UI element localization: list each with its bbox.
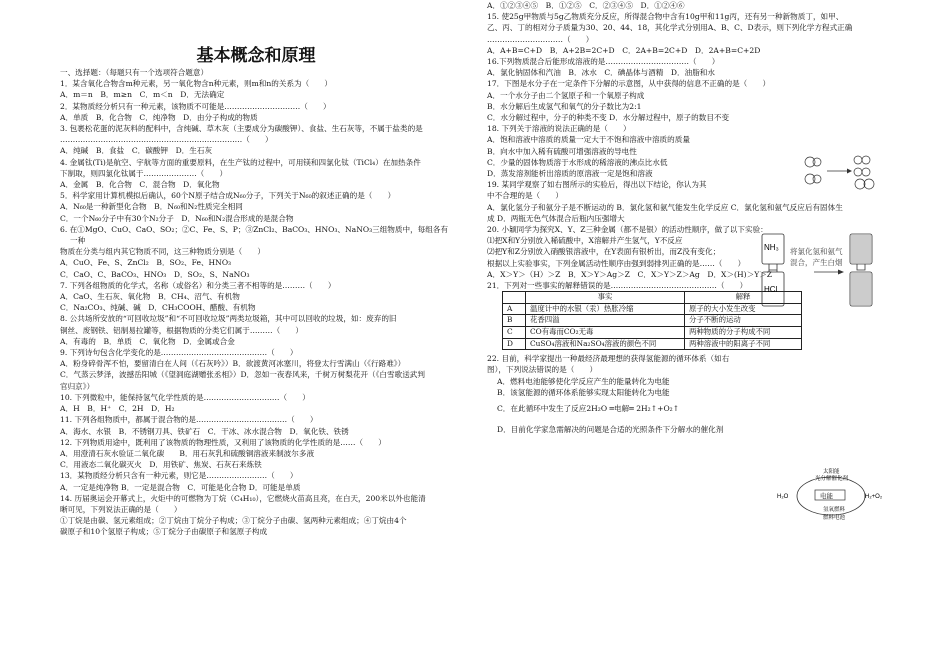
text-line: C．少量的固体物质溶于水形成的稀溶液的沸点比水低 xyxy=(487,157,668,167)
text-line: 14. 历届奥运会开幕式上，火炬中的可燃物为丁烷（C₄H₁₀），它燃烧火苗高且亮，在白天，200米以外也能清 xyxy=(60,493,426,503)
page-title: 基本概念和原理 xyxy=(196,46,316,66)
text-line: A．X＞Y＞（H）＞Z B．X＞Y＞Ag＞Z C．X＞Y＞Z＞Ag D．X＞(H)＞Y＞Z xyxy=(487,269,773,279)
table-cell: 分子不断的运动 xyxy=(685,315,802,327)
text-line: C．水分解过程中，分子的种类不变 D．水分解过程中，原子的数目不变 xyxy=(487,113,730,123)
text-line: 19. 某同学观察了如右图所示的实验后，得出以下结论，你认为其 xyxy=(487,180,707,190)
text-line: 18. 下列关于溶液的说法正确的是（ ） xyxy=(487,124,631,134)
text-line: A．一个水分子由二个氢原子和一个氧原子构成 xyxy=(487,90,645,100)
text-line: 20. 小颖同学为探究X、Y、Z三种金属（都不是银）的活动性顺序，做了以下实验： xyxy=(487,225,768,235)
text-line: 12. 下列物质用途中，既利用了该物质的物理性质，又利用了该物质的化学性质的是……（ ） xyxy=(60,437,386,447)
table-cell: 原子的大小发生改变 xyxy=(685,303,802,315)
h2-o2-label: H₂+O₂ xyxy=(865,494,883,500)
table-cell: 温度计中的水银（汞）热胀冷缩 xyxy=(526,303,685,315)
table-cell: D xyxy=(503,338,526,350)
text-line: A．氯化钠固体和汽油 B．冰水 C．碘晶体与酒精 D．油脂和水 xyxy=(487,68,715,78)
right-column xyxy=(487,0,892,435)
text-line: 铜丝、废钢铁、铝制易拉罐等，根据物质的分类它们属于………（ ） xyxy=(60,325,303,335)
table-cell: B xyxy=(503,315,526,327)
text-line: A．粉身碎骨浑不怕，要留清白在人间（《石灰吟》）B．欲渡黄河冰塞川，将登太行雪满山（《行路难》） xyxy=(60,359,406,369)
water-decomposition-figure xyxy=(800,152,882,192)
text-line: ………………………………………………………………（ ） xyxy=(60,135,273,145)
text-line: 6. 在①MgO、CuO、CaO、SO₂；②C、Fe、S、P；③ZnCl₂、BaCO₃、HNO₃、NaNO₃三组物质中，每组各有一种 xyxy=(60,224,449,246)
text-line: A．饱和溶液中溶质的质量一定大于不饱和溶液中溶质的质量 xyxy=(487,135,690,145)
text-line: 3. 包裹松花蛋的泥灰料的配料中，含纯碱、草木灰（主要成分为碳酸钾）、食盐、生石灰等，不属于盐类的是 xyxy=(60,124,423,134)
text-line: 2．某物质经分析只有一种元素，该物质不可能是…………………………（ ） xyxy=(60,101,331,111)
water-label: H₂O xyxy=(777,494,789,500)
text-line: A．①②③④⑤ B．①②⑤ C．②③④⑤ D．①②④⑥ xyxy=(487,1,685,10)
text-line: 5．科学家用计算机模拟后确认，60个N原子结合成N₆₀分子，下列关于N₆₀的叙述正确的是（ ） xyxy=(60,191,396,201)
section-heading: 一、选择题：（每题只有一个选项符合题意） xyxy=(60,68,209,77)
text-line: A．单质 B．化合物 C．纯净物 D．由分子构成的物质 xyxy=(60,112,258,122)
text-line: 1．某含氧化合物含m种元素，另一氧化物含n种元素，则m和n的关系为（ ） xyxy=(60,79,333,89)
solar-label: 太阳能 xyxy=(823,469,840,475)
q22-option: A．燃料电池能够使化学反应产生的能量转化为电能 xyxy=(497,376,670,386)
q22-line: 22. 目前，科学家提出一种最经济最理想的获得氢能源的循环体系（如右 xyxy=(487,354,730,364)
text-line: C．Na₂CO₃、纯碱、碱 D．CH₃COOH、醋酸、有机物 xyxy=(60,303,256,313)
fuel-cell-label: 燃料电池 xyxy=(823,515,846,521)
text-line: D．蒸发溶剂能析出溶质的原溶液一定是饱和溶液 xyxy=(487,169,653,179)
text-line: ①丁烷是由碳、氢元素组成；②丁烷由丁烷分子构成；③丁烷分子由碳、氢两种元素组成；④丁烷由4个 xyxy=(60,516,407,526)
text-line: 碳原子和10个氢原子构成；⑤丁烷分子由碳原子和氢原子构成 xyxy=(60,527,268,537)
text-line: C．CaO、C、BaCO₃、HNO₃ D．SO₂、S、NaNO₃ xyxy=(60,269,250,279)
fig19-caption: 将氯化氢和氨气 xyxy=(790,247,843,256)
fig19-caption: 混合，产生白烟 xyxy=(790,258,843,267)
q22-line: 图），下列说法错误的是（ ） xyxy=(487,365,598,375)
text-line: A．有毒的 B．单质 C．氧化物 D．金属或合金 xyxy=(60,336,235,346)
left-question-list xyxy=(60,78,452,537)
text-line: 9. 下列诗句包含化学变化的是……………………………………（ ） xyxy=(60,348,298,358)
text-line: A．氯化氢分子和氨分子是不断运动的 B．氯化氢和氨气能发生化学反应 C．氯化氢和氨气反应后有固体生 xyxy=(487,202,843,212)
text-line: 21．下列对一些事实的解释错误的是……………………………………（ ） xyxy=(487,281,748,291)
text-line: 4. 金属钛(Ti)是航空、宇航等方面的重要原料，在生产钛的过程中，可用镁和四氯化钛（TiCl₄）在加热条件 xyxy=(60,157,421,167)
question-22 xyxy=(487,353,892,435)
hcl-label: HCl xyxy=(764,285,778,294)
table-cell: 两种物质的分子构成不同 xyxy=(685,327,802,339)
text-line: 11. 下列各组物质中，都属于混合物的是………………………………（ ） xyxy=(60,415,318,425)
text-line: 中不合理的是（ ） xyxy=(487,191,563,201)
text-line: A．金属 B．化合物 C．混合物 D．氧化物 xyxy=(60,180,220,190)
table-cell: A xyxy=(503,303,526,315)
gas-bottles-figure xyxy=(748,232,888,310)
text-line: A．一定是纯净物 B．一定是混合物 C．可能是化合物 D．可能是单质 xyxy=(60,482,301,492)
text-line: 根据以上实验事实，下列金属活动性顺序由强到弱排列正确的是……（ ） xyxy=(487,258,746,268)
text-line: ⑵把Y和Z分别放入硝酸银溶液中，在Y表面有银析出，而Z没有变化； xyxy=(487,247,721,257)
text-line: A．N₆₀是一种新型化合物 B．N₆₀和N₂性质完全相同 xyxy=(60,202,243,212)
table-header-cell xyxy=(503,292,526,304)
text-line: 晰可见，下列说法正确的是（ ） xyxy=(60,504,182,514)
table-cell: CuSO₄溶液和Na₂SO₄溶液的颜色不同 xyxy=(526,338,685,350)
text-line: …………………………（ ） xyxy=(487,34,594,44)
table-row xyxy=(503,315,802,327)
fuel-label: 氢氧燃料 xyxy=(823,507,846,513)
text-line: 17．下图是水分子在一定条件下分解的示意图，从中获得的信息不正确的是（ ） xyxy=(487,79,771,89)
table-header-cell: 解释 xyxy=(685,292,802,304)
text-line: C．气蒸云梦泽，波撼岳阳城（《望洞庭湖赠张丞相》）D．忽如一夜春风来，千树万树梨花开（《白雪歌送武判 xyxy=(60,370,425,380)
text-line: 10. 下列微粒中，能保持氢气化学性质的是…………………………（ ） xyxy=(60,392,310,402)
text-line: ⑴把X和Y分别放入稀硫酸中，X溶解并产生氢气，Y不反应 xyxy=(487,236,683,246)
text-line: 官归京》） xyxy=(60,381,95,391)
text-line: C．用液态二氧化碳灭火 D．用铁矿、焦炭、石灰石来炼铁 xyxy=(60,460,262,470)
text-line: 7. 下列各组物质的化学式，名称（或俗名）和分类三者不相等的是………（ ） xyxy=(60,280,336,290)
text-line: A．CaO、生石灰、氧化物 B．CH₄、沼气、有机物 xyxy=(60,292,240,302)
text-line: A．纯碱 B．食盐 C．碳酸钾 D．生石灰 xyxy=(60,146,213,156)
q22-option: D．目前化学家急需解决的问题是合适的光照条件下分解水的催化剂 xyxy=(497,425,724,435)
table-header-cell: 事实 xyxy=(526,292,685,304)
table-row xyxy=(503,338,802,350)
left-column xyxy=(60,0,452,538)
text-line: A．m＝n B．m≥n C．m＜n D．无法确定 xyxy=(60,90,225,100)
text-line: A．用澄清石灰水验证二氧化碳 B．用石灰乳和硫酸铜溶液来制波尔多液 xyxy=(60,448,315,458)
text-line: 成 D．两瓶无色气体混合后瓶内压强增大 xyxy=(487,213,625,223)
q22-option: C．在此循环中发生了反应2H₂O ═电解═ 2H₂↑+O₂↑ xyxy=(497,404,680,414)
text-line: 13．某物质经分析只含有一种元素，则它是……………………（ ） xyxy=(60,471,298,481)
text-line: A．A+B=C+D B．A+2B=2C+D C．2A+B=2C+D D．2A+B=C+2D xyxy=(487,45,761,55)
power-label: 电能 xyxy=(820,492,833,500)
table-cell: CO有毒而CO₂无毒 xyxy=(526,327,685,339)
text-line: B．水分解后生成氢气和氧气的分子数比为2:1 xyxy=(487,101,642,111)
text-line: B．向水中加入稀有硫酸可增强溶液的导电性 xyxy=(487,146,637,156)
text-line: A．海水、水银 B．不锈钢刀具、铁矿石 C．干冰、冰水混合物 D．氧化铁、铁锈 xyxy=(60,426,349,436)
text-line: C．一个N₆₀分子中有30个N₂分子 D．N₆₀和N₂混合形成的是混合物 xyxy=(60,213,294,223)
text-line: 15. 使25g甲物质与5g乙物质充分反应，所得混合物中含有10g甲和11g丙，还有另一种新物质丁，如甲、 xyxy=(487,12,844,22)
table-cell: 两种溶液中的阳离子不同 xyxy=(685,338,802,350)
text-line: 8. 公共场所安放的“可回收垃圾”和“不可回收垃圾”两类垃圾箱，其中可以回收的垃圾，如：废弃的旧 xyxy=(60,314,397,324)
text-line: 乙、丙、丁的相对分子质量为30、20、44、18，其化学式分别用A、B、C、D表示，则下列化学方程式正确 xyxy=(487,23,853,33)
text-line: 下制取，则四氯化钛属于…………………（ ） xyxy=(60,168,228,178)
table-cell: 花香四溢 xyxy=(526,315,685,327)
table-row xyxy=(503,327,802,339)
text-line: 物质在分类与组内其它物质不同，这三种物质分别是（ ） xyxy=(60,247,266,257)
text-line: A．CuO、Fe、S、ZnCl₂ B．SO₂、Fe、HNO₃ xyxy=(60,258,232,268)
catalyst-label: 光分解催化剂 xyxy=(815,476,849,482)
text-line: A．H B．H⁺ C．2H D．H₂ xyxy=(60,404,175,414)
table-cell: C xyxy=(503,327,526,339)
text-line: 16.下列物质混合后能形成溶液的是……………………………（ ） xyxy=(487,57,720,67)
q22-option: B．该氢能源的循环体系能够实现太阳能转化为电能 xyxy=(497,387,670,397)
nh3-label: NH₃ xyxy=(764,243,779,252)
hydrogen-cycle-figure xyxy=(773,466,891,524)
